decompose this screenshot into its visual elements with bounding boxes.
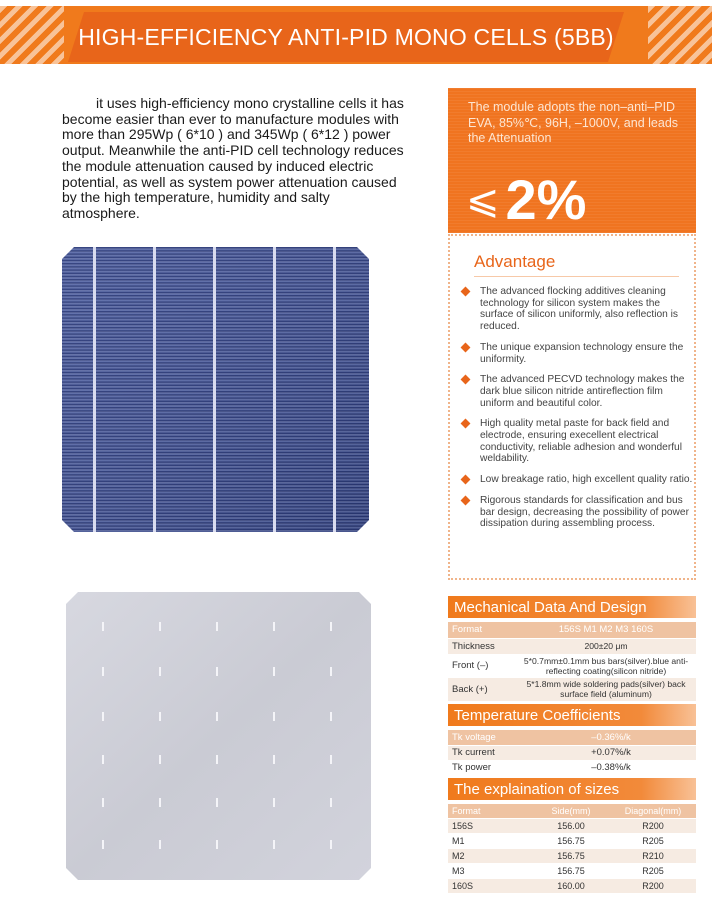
temperature-table xyxy=(448,730,696,776)
table-cell: 156.75 xyxy=(532,833,610,848)
diamond-bullet-icon xyxy=(461,287,471,297)
table-row xyxy=(448,833,696,848)
table-cell: Thickness xyxy=(448,638,516,654)
table-cell: 156.75 xyxy=(532,863,610,878)
mechanical-table xyxy=(448,622,696,702)
advantage-item xyxy=(460,342,694,365)
table-cell: +0.07%/k xyxy=(526,745,696,760)
table-cell: R200 xyxy=(610,818,696,833)
table-cell: 156S xyxy=(448,818,532,833)
column-header: Diagonal(mm) xyxy=(610,804,696,818)
advantage-panel xyxy=(448,234,696,580)
advantage-item xyxy=(460,418,694,465)
table-row xyxy=(448,863,696,878)
table-cell: 160.00 xyxy=(532,878,610,893)
table-row xyxy=(448,848,696,863)
table-cell: –0.36%/k xyxy=(526,730,696,745)
advantage-item-text: Rigorous standards for classification and bus bar design, decreasing the possibility of power dissipation during assembling process. xyxy=(480,494,689,530)
table-cell: Format xyxy=(448,622,516,638)
advantage-item-text: High quality metal paste for back field and electrode, ensuring execellent electrical conductivity, reliable adhesion and wonderful weldability. xyxy=(480,418,682,465)
table-cell: R210 xyxy=(610,848,696,863)
table-cell: R205 xyxy=(610,833,696,848)
advantage-item-text: The advanced PECVD technology makes the dark blue silicon nitride antireflection film uniform and beautiful color. xyxy=(480,374,685,409)
table-row xyxy=(448,878,696,893)
advantage-item xyxy=(460,286,694,333)
table-cell: Back (+) xyxy=(448,677,516,701)
back-cell-image xyxy=(66,592,371,880)
temperature-heading: Temperature Coefficients xyxy=(448,704,696,728)
table-cell: 156.75 xyxy=(532,848,610,863)
attenuation-value-row xyxy=(466,168,686,231)
table-row xyxy=(448,638,696,654)
table-cell: Tk current xyxy=(448,745,526,760)
table-row xyxy=(448,818,696,833)
advantage-item xyxy=(460,474,694,486)
table-cell: 5*1.8mm wide soldering pads(silver) back surface field (aluminum) xyxy=(516,677,696,701)
advantage-list xyxy=(460,286,694,530)
table-cell: Tk power xyxy=(448,760,526,775)
table-row xyxy=(448,730,696,745)
intro-paragraph: it uses high-efficiency mono crystalline cells it has become easier than ever to manufacture modules with more than 295Wp ( 6*10 ) and 345Wp ( 6*12 ) power output. Meanwhile the anti-PID cell technology reduces the module attenuation caused by induced electric potential, as well as system power attenuation caused by the high temperature, humidity and salty atmosphere. xyxy=(62,95,404,221)
table-cell: M3 xyxy=(448,863,532,878)
column-header: Side(mm) xyxy=(532,804,610,818)
table-cell: 200±20 μm xyxy=(516,638,696,654)
diamond-bullet-icon xyxy=(461,375,471,385)
advantage-item xyxy=(460,495,694,530)
banner-stripes-right xyxy=(648,6,712,64)
advantage-item-text: The advanced flocking additives cleaning technology for silicon system makes the surface of silicon uniformly, also reflection is reduced. xyxy=(480,286,678,333)
table-header-row xyxy=(448,804,696,818)
diamond-bullet-icon xyxy=(461,475,471,485)
mechanical-heading: Mechanical Data And Design xyxy=(448,596,696,620)
table-row xyxy=(448,622,696,638)
front-cell-image xyxy=(62,247,369,532)
table-cell: M1 xyxy=(448,833,532,848)
table-cell: 5*0.7mm±0.1mm bus bars(silver).blue anti-reflecting coating(silicon nitride) xyxy=(516,654,696,677)
table-cell: 160S xyxy=(448,878,532,893)
column-header: Format xyxy=(448,804,532,818)
table-row xyxy=(448,654,696,677)
advantage-item xyxy=(460,374,694,409)
advantage-heading-divider xyxy=(474,276,679,277)
attenuation-value: 2% xyxy=(505,168,587,231)
table-cell: Front (–) xyxy=(448,654,516,677)
sizes-table xyxy=(448,804,696,894)
title-banner xyxy=(0,0,712,66)
diamond-bullet-icon xyxy=(461,342,471,352)
table-row xyxy=(448,760,696,775)
sizes-heading: The explaination of sizes xyxy=(448,778,696,802)
diamond-bullet-icon xyxy=(461,495,471,505)
table-row xyxy=(448,745,696,760)
table-cell: R205 xyxy=(610,863,696,878)
table-cell: 156S M1 M2 M3 160S xyxy=(516,622,696,638)
advantage-heading: Advantage xyxy=(474,252,556,271)
table-cell: R200 xyxy=(610,878,696,893)
advantage-item-text: Low breakage ratio, high excellent quality ratio. xyxy=(480,474,693,486)
diamond-bullet-icon xyxy=(461,419,471,429)
banner-stripes-left xyxy=(0,6,64,64)
attenuation-note: The module adopts the non–anti–PID EVA, 85%℃, 96H, –1000V, and leads the Attenuation xyxy=(468,100,679,145)
table-row xyxy=(448,677,696,701)
table-cell: M2 xyxy=(448,848,532,863)
table-cell: 156.00 xyxy=(532,818,610,833)
page-title: HIGH-EFFICIENCY ANTI-PID MONO CELLS (5BB) xyxy=(78,23,614,50)
less-equal-symbol: ⩽ xyxy=(466,178,500,222)
advantage-item-text: The unique expansion technology ensure the uniformity. xyxy=(480,341,684,365)
attenuation-stat-box xyxy=(448,88,696,233)
table-cell: –0.38%/k xyxy=(526,760,696,775)
table-cell: Tk voltage xyxy=(448,730,526,745)
